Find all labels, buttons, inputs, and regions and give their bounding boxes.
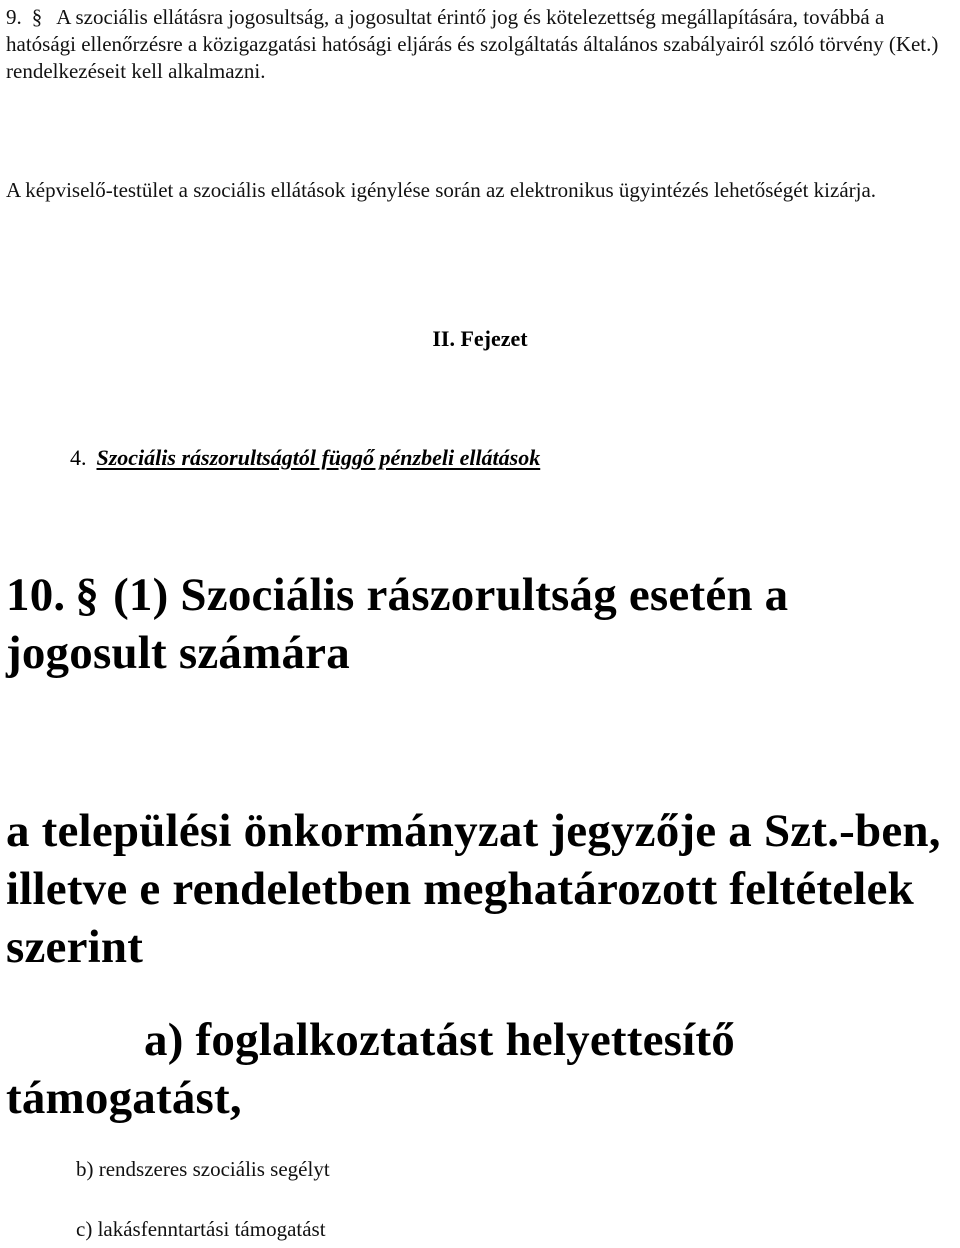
paragraph-number: 10.: [6, 569, 66, 621]
list-item-b: b) rendszeres szociális segélyt: [76, 1157, 330, 1181]
list-item-c: c) lakásfenntartási támogatást: [76, 1217, 326, 1241]
paragraph-9: [6, 4, 954, 85]
section-sign: §: [31, 5, 43, 29]
section-title: Szociális rászorultságtól függő pénzbeli ellátások: [96, 445, 541, 470]
paragraph-9-second: A képviselő-testület a szociális ellátások igénylése során az elektronikus ügyintézés lehetőségét kizárja.: [6, 178, 877, 202]
section-number: 4.: [70, 445, 87, 470]
paragraph-10: [6, 566, 956, 682]
paragraph-number: 9.: [6, 5, 22, 29]
section-heading: [70, 444, 540, 472]
list-item-text: a) foglalkoztatást helyettesítő támogatást,: [6, 1014, 735, 1124]
chapter-heading: II. Fejezet: [432, 326, 528, 351]
list-item-a: [6, 1011, 956, 1127]
paragraph-10-condition: a települési önkormányzat jegyzője a Szt.-ben, illetve e rendeletben meghatározott feltételek szerint: [6, 805, 941, 973]
paragraph-text: (1) Szociális rászorultság esetén a jogosult számára: [6, 569, 789, 679]
paragraph-text: A szociális ellátásra jogosultság, a jogosultat érintő jog és kötelezettség megállapítására, továbbá a hatósági ellenőrzésre a közigazgatási hatósági eljárás és szolgáltatás általános szabályairól szóló törvény (Ket.) rendelkezéseit kell alkalmazni.: [6, 5, 939, 83]
section-sign: §: [75, 569, 100, 621]
